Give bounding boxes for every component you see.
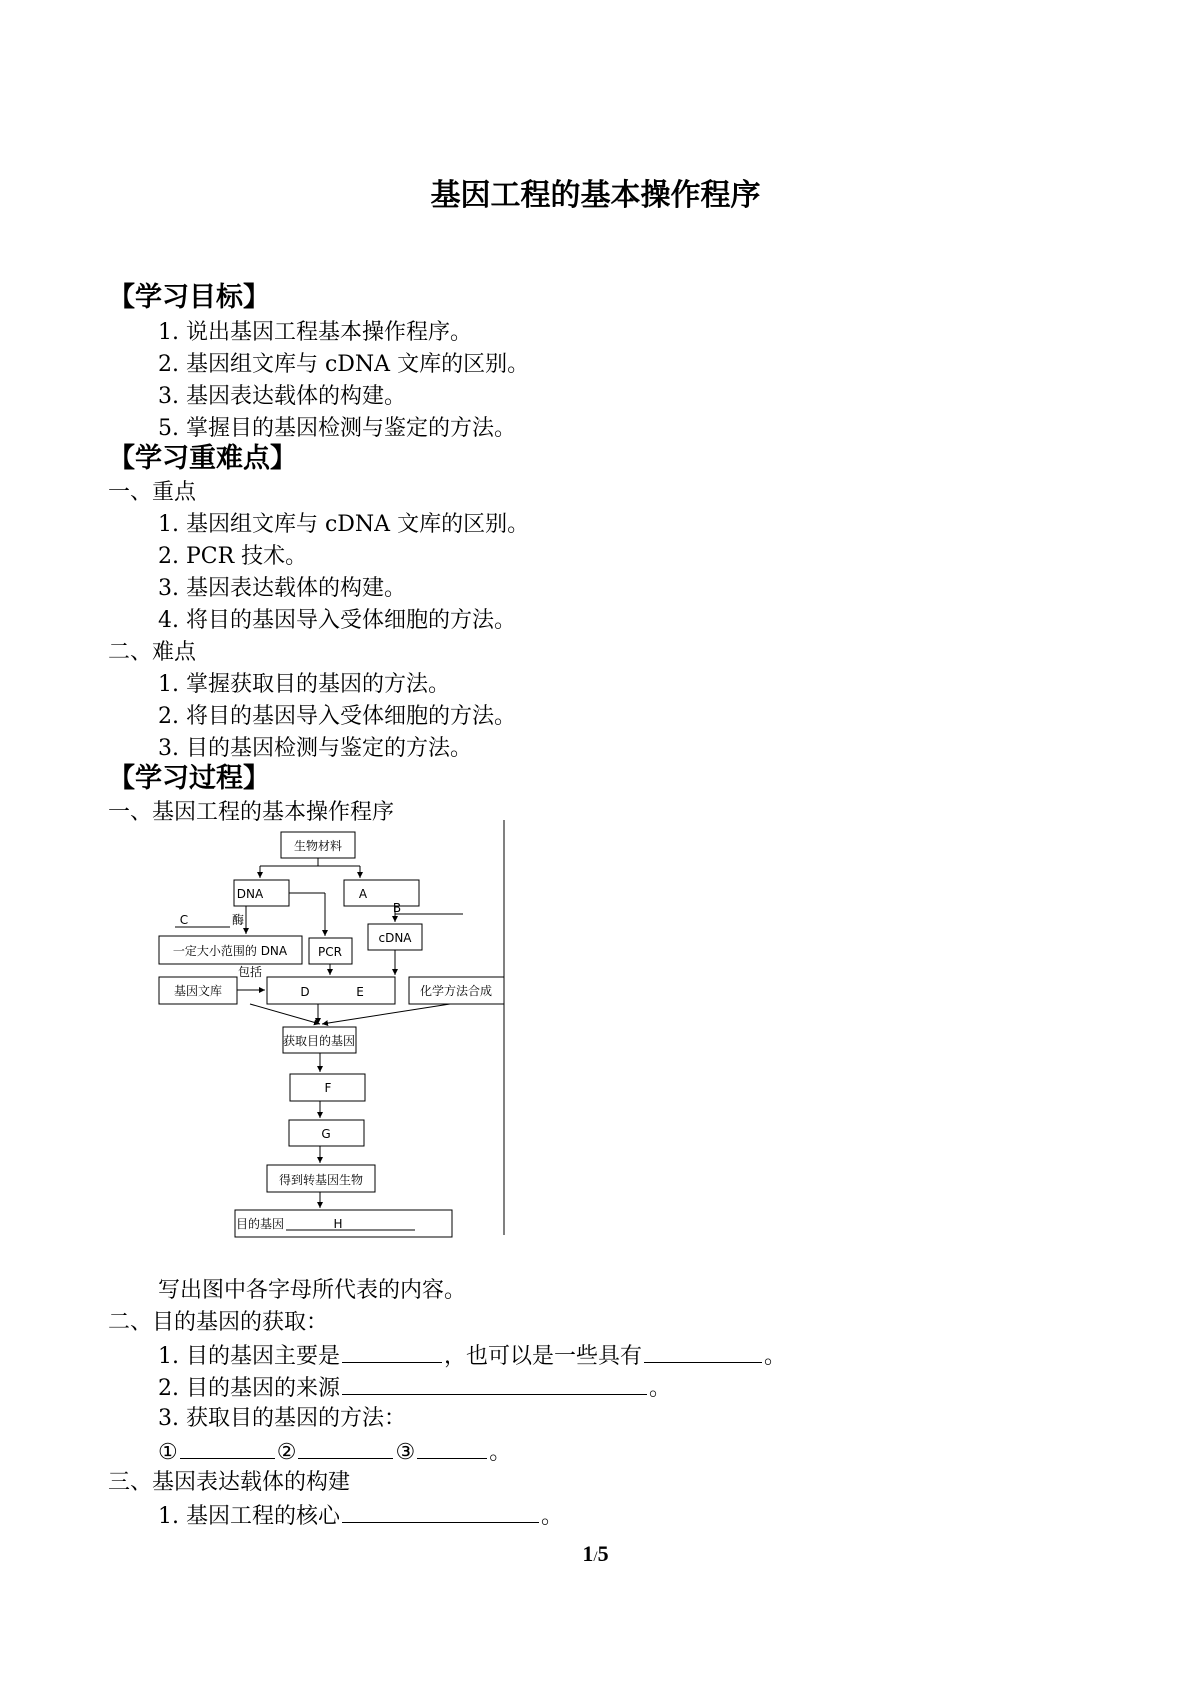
goal-item: 1. 说出基因工程基本操作程序。 <box>158 320 472 345</box>
flow-diagram <box>150 820 510 1250</box>
keypoints-sub1: 一、重点 <box>108 480 197 505</box>
keypoint-item: 2. PCR 技术。 <box>158 544 308 569</box>
page-total: 5 <box>597 1541 609 1566</box>
label-get-gene: 获取目的基因 <box>282 1034 356 1048</box>
label-c: C <box>179 913 189 927</box>
label-target-gene: 目的基因 <box>235 1217 285 1231</box>
question-2 <box>158 1372 671 1404</box>
label-a: A <box>358 887 368 901</box>
goal-item: 5. 掌握目的基因检测与鉴定的方法。 <box>158 416 516 441</box>
question-4-text-a: 1. 基因工程的核心 <box>158 1504 340 1529</box>
answer-blank[interactable] <box>342 1372 647 1395</box>
process-part3: 三、基因表达载体的构建 <box>108 1470 351 1495</box>
answer-blank[interactable] <box>644 1340 762 1363</box>
keypoint-item: 1. 基因组文库与 cDNA 文库的区别。 <box>158 512 530 537</box>
method-marker-2: ② <box>276 1440 297 1465</box>
process-part1: 一、基因工程的基本操作程序 <box>108 800 395 825</box>
goals-heading: 【学习目标】 <box>108 282 270 313</box>
question-1 <box>158 1340 786 1372</box>
keypoints-sub2: 二、难点 <box>108 640 197 665</box>
label-h: H <box>333 1217 343 1231</box>
method-marker-3: ③ <box>395 1440 416 1465</box>
difficulty-item: 3. 目的基因检测与鉴定的方法。 <box>158 736 472 761</box>
question-1-text-b: ，也可以是一些具有 <box>443 1344 642 1369</box>
keypoints-heading: 【学习重难点】 <box>108 443 297 474</box>
question-3-methods <box>158 1436 511 1468</box>
keypoint-item: 3. 基因表达载体的构建。 <box>158 576 406 601</box>
label-enzyme: 酶 <box>231 913 245 927</box>
label-dna: DNA <box>236 887 264 901</box>
label-f: F <box>324 1081 332 1095</box>
label-g: G <box>321 1127 331 1141</box>
answer-blank[interactable] <box>180 1436 275 1459</box>
question-4-text-b: 。 <box>540 1504 563 1529</box>
goal-item: 3. 基因表达载体的构建。 <box>158 384 406 409</box>
diagram-instruction: 写出图中各字母所代表的内容。 <box>158 1278 467 1303</box>
label-includes: 包括 <box>237 965 263 979</box>
difficulty-item: 1. 掌握获取目的基因的方法。 <box>158 672 450 697</box>
keypoint-item: 4. 将目的基因导入受体细胞的方法。 <box>158 608 516 633</box>
label-bio-material: 生物材料 <box>293 839 343 853</box>
label-chemical: 化学方法合成 <box>419 984 493 998</box>
label-pcr: PCR <box>318 945 342 959</box>
question-3-end: 。 <box>489 1440 512 1465</box>
question-2-text-a: 2. 目的基因的来源 <box>158 1376 340 1401</box>
label-b: B <box>392 901 402 915</box>
label-gene-library: 基因文库 <box>173 984 223 998</box>
label-dna-range: 一定大小范围的 DNA <box>172 944 288 958</box>
difficulty-item: 2. 将目的基因导入受体细胞的方法。 <box>158 704 516 729</box>
page-separator: / <box>593 1549 598 1565</box>
question-2-text-b: 。 <box>648 1376 671 1401</box>
label-cdna: cDNA <box>378 931 412 945</box>
page-number <box>0 1541 1191 1567</box>
answer-blank[interactable] <box>298 1436 393 1459</box>
label-transgenic: 得到转基因生物 <box>278 1173 364 1187</box>
answer-blank[interactable] <box>342 1500 539 1523</box>
answer-blank[interactable] <box>417 1436 487 1459</box>
label-e: E <box>356 985 364 999</box>
process-heading: 【学习过程】 <box>108 763 270 794</box>
process-part2: 二、目的基因的获取： <box>108 1310 329 1335</box>
goal-item: 2. 基因组文库与 cDNA 文库的区别。 <box>158 352 530 377</box>
answer-blank[interactable] <box>342 1340 442 1363</box>
question-1-text-c: 。 <box>764 1344 787 1369</box>
question-3: 3. 获取目的基因的方法： <box>158 1406 406 1431</box>
question-1-text-a: 1. 目的基因主要是 <box>158 1344 340 1369</box>
page-current: 1 <box>582 1541 594 1566</box>
label-d: D <box>300 985 310 999</box>
method-marker-1: ① <box>158 1440 178 1465</box>
question-4 <box>158 1500 563 1532</box>
box-d-e <box>267 977 395 1004</box>
box-a <box>344 880 419 906</box>
page-title: 基因工程的基本操作程序 <box>430 178 761 213</box>
